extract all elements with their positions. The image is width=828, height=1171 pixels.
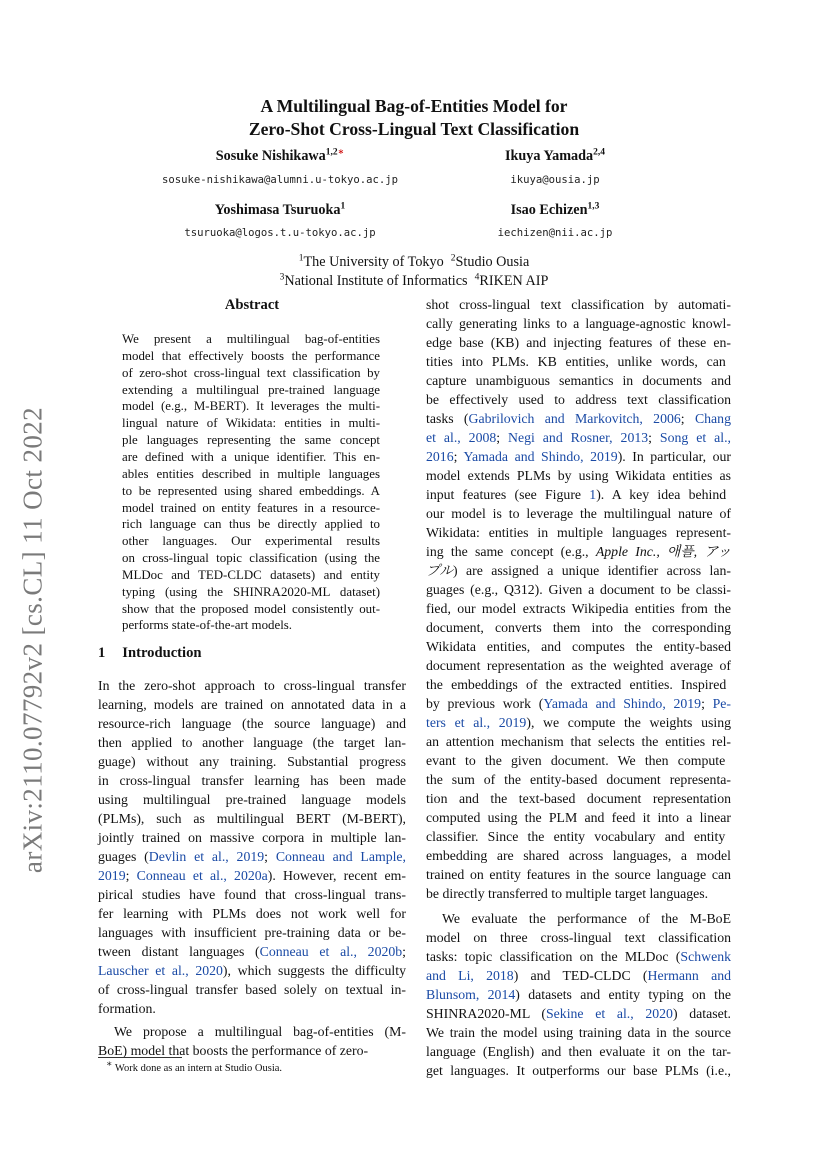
body-line: embedding are shared across languages, a model <box>426 848 731 863</box>
citation-link[interactable]: Song et al., <box>659 430 731 445</box>
abstract-line: extending a multilingual pre-trained language <box>122 382 380 397</box>
body-line: languages with insufficient pre-training data or be- <box>98 925 406 940</box>
author-name: Sosuke Nishikawa$^{1,2∗}$ <box>215 147 345 164</box>
body-line: using multilingual pre-trained language models <box>98 792 406 807</box>
abstract-line: ables entities described in multiple languages <box>122 466 380 481</box>
body-line: et al., 2008; Negi and Rosner, 2013; Song et al., <box>426 430 731 445</box>
body-line: evant to the given document. We then compute <box>426 753 726 768</box>
abstract-line: other languages. Our experimental results <box>122 534 380 549</box>
author-email: sosuke-nishikawa@alumni.u-tokyo.ac.jp <box>162 174 398 186</box>
citation-link[interactable]: Blunsom, 2014 <box>426 987 516 1002</box>
body-line: of cross-lingual transfer based solely on textual in- <box>98 982 406 997</box>
citation-link[interactable]: and Li, 2018 <box>426 968 514 983</box>
body-line: tween distant languages (Conneau et al., 2020b; <box>98 944 407 959</box>
body-line: Wikidata entities, and computes the entity-based <box>426 639 731 654</box>
arxiv-stamp: arXiv:2110.07792v2 [cs.CL] 11 Oct 2022 <box>17 406 48 874</box>
body-line: learning, models are trained on annotated data in a <box>98 697 406 712</box>
body-line: edge base (KB) and injecting features of these en- <box>426 335 731 350</box>
body-line: formation. <box>98 1001 156 1016</box>
body-line: in cross-lingual transfer learning has been made <box>98 773 406 788</box>
citation-link[interactable]: Yamada and Shindo, 2019 <box>543 696 702 711</box>
body-line: cally generating links to a language-agnostic knowl- <box>426 316 731 331</box>
paper-title-line1: A Multilingual Bag-of-Entities Model for <box>260 96 568 116</box>
section-heading: 1 Introduction <box>98 645 202 661</box>
footnote-rule <box>98 1057 182 1058</box>
body-line: tasks: topic classification on the MLDoc (Schwenk <box>426 949 731 964</box>
citation-link[interactable]: Conneau and Lample, <box>275 849 406 864</box>
body-line: get languages. It outperforms our base PLMs (i.e., <box>426 1063 731 1078</box>
body-line: In the zero-shot approach to cross-lingual transfer <box>98 678 406 693</box>
body-line: classifier. Since the entity vocabulary and entity <box>426 829 726 844</box>
citation-link[interactable]: Hermann and <box>647 968 731 983</box>
body-line: tities into PLMs. KB entities, unlike words, can <box>426 354 726 369</box>
body-line: tasks (Gabrilovich and Markovitch, 2006; Chang <box>426 411 731 426</box>
abstract-line: performs state-of-the-art models. <box>122 618 293 633</box>
abstract-line: on cross-lingual topic classification (using the <box>122 551 380 566</box>
body-line: jointly trained on massive corpora in multiple lan- <box>98 830 406 845</box>
abstract-line: rich language can thus be directly applied to <box>122 517 380 532</box>
author-name: Ikuya Yamada$^{2,4}$ <box>504 147 606 164</box>
body-line: guages (Devlin et al., 2019; Conneau and Lample, <box>98 849 406 864</box>
citation-link[interactable]: Chang <box>694 411 731 426</box>
body-line: プル) are assigned a unique identifier across lan- <box>426 563 731 578</box>
affiliation-line: $^3$National Institute of Informatics $^4$RIKEN AIP <box>279 272 549 289</box>
footnote: ∗ Work done as an intern at Studio Ousia. <box>106 1059 283 1074</box>
body-line: the sum of the entity-based document representa- <box>426 772 731 787</box>
abstract-heading: Abstract <box>224 297 280 313</box>
author-email: ikuya@ousia.jp <box>510 174 600 186</box>
citation-link[interactable]: Pe- <box>712 696 731 711</box>
paper-title-line2: Zero-Shot Cross-Lingual Text Classification <box>248 119 580 139</box>
citation-link[interactable]: Sekine et al., 2020 <box>546 1006 673 1021</box>
abstract-line: are defined with a unique identifier. This en- <box>122 449 380 464</box>
abstract-line: typing (using the SHINRA2020-ML dataset) <box>122 584 380 599</box>
citation-link[interactable]: 2016 <box>426 449 454 464</box>
body-line: the embeddings of the extracted entities. Inspired <box>426 677 727 692</box>
citation-link[interactable]: Gabrilovich and Markovitch, 2006 <box>468 411 681 426</box>
body-line: We propose a multilingual bag-of-entities (M- <box>114 1024 406 1039</box>
body-line: We evaluate the performance of the M-BoE <box>442 911 731 926</box>
body-line: guages (e.g., Q312). Given a document to be classi- <box>426 582 731 597</box>
body-line: pirical studies have found that cross-lingual trans- <box>98 887 406 902</box>
abstract-line: model that effectively boosts the performance <box>122 348 380 363</box>
author-email: iechizen@nii.ac.jp <box>497 227 613 239</box>
body-line: ters et al., 2019), we compute the weights using <box>426 715 731 730</box>
author-name: Yoshimasa Tsuruoka$^1$ <box>214 201 346 218</box>
body-line: shot cross-lingual text classification by automati- <box>426 297 731 312</box>
body-line: trained on entity features in the source language can <box>426 867 731 882</box>
abstract-line: model (e.g., M-BERT). It leverages the multi- <box>122 399 380 414</box>
body-line: tion and the text-based document representation <box>426 791 731 806</box>
abstract-line: to be represented using shared embeddings. A <box>122 483 380 498</box>
abstract-line: model trained on entity features in a resource- <box>122 500 380 515</box>
body-line: BoE) model that boosts the performance of zero- <box>98 1043 369 1058</box>
body-line: We train the model using training data in the source <box>426 1025 731 1040</box>
body-line: capture unambiguous semantics in documents and <box>426 373 731 388</box>
citation-link[interactable]: Yamada and Shindo, 2019 <box>463 449 618 464</box>
citation-link[interactable]: Conneau et al., 2020b <box>259 944 403 959</box>
body-line: computed using the PLM and feed it into a linear <box>426 810 731 825</box>
author-email: tsuruoka@logos.t.u-tokyo.ac.jp <box>184 227 376 239</box>
body-line: and Li, 2018) and TED-CLDC (Hermann and <box>426 968 731 983</box>
body-line: then applied to another language (the target lan- <box>98 735 406 750</box>
body-line: Lauscher et al., 2020), which suggests the difficulty <box>98 963 406 978</box>
body-line: SHINRA2020-ML (Sekine et al., 2020) dataset. <box>426 1006 731 1021</box>
abstract-line: We present a multilingual bag-of-entities <box>122 332 380 346</box>
body-line: Wikidata: entities in multiple languages represent- <box>426 525 731 540</box>
abstract-line: MLDoc and TED-CLDC datasets) and entity <box>122 567 380 582</box>
body-line: be effectively used to address text classification <box>426 392 731 407</box>
citation-link[interactable]: 1 <box>589 487 597 502</box>
citation-link[interactable]: ters et al., 2019 <box>426 715 527 730</box>
citation-link[interactable]: Negi and Rosner, 2013 <box>508 430 649 445</box>
body-line: 2016; Yamada and Shindo, 2019). In particular, our <box>426 449 731 464</box>
body-line: Blunsom, 2014) datasets and entity typing on the <box>426 987 731 1002</box>
body-line: model on three cross-lingual text classification <box>426 930 731 945</box>
body-line: be directly transferred to multiple target languages. <box>426 886 709 901</box>
body-line: resource-rich language (the source language) and <box>98 716 406 731</box>
body-line: (PLMs), such as multilingual BERT (M-BERT), <box>98 811 406 826</box>
body-line: language (English) and then evaluate it on the tar- <box>426 1044 731 1059</box>
body-line: input features (see Figure 1). A key idea behind <box>426 487 727 502</box>
body-line: 2019; Conneau et al., 2020a). However, recent em- <box>98 868 406 883</box>
abstract-line: show that the proposed model consistently out- <box>122 601 380 616</box>
body-line: model extends PLMs by using Wikidata entities as <box>426 468 731 483</box>
body-line: document representation as the weighted average of <box>426 658 731 673</box>
body-line: our model is to leverage the multilingual nature of <box>426 506 731 521</box>
citation-link[interactable]: Lauscher et al., 2020 <box>98 963 223 978</box>
affiliation-line: $^1$The University of Tokyo $^2$Studio Ousia <box>298 253 530 270</box>
abstract-line: lingual nature of Wikidata: entities in multi- <box>122 416 380 431</box>
citation-link[interactable]: 2019 <box>98 868 126 883</box>
body-line: by previous work (Yamada and Shindo, 2019; Pe- <box>426 696 731 711</box>
citation-link[interactable]: Conneau et al., 2020a <box>136 868 268 883</box>
abstract-line: of zero-shot cross-lingual text classification by <box>122 365 380 380</box>
author-name: Isao Echizen$^{1,3}$ <box>510 201 600 218</box>
body-line: ing the same concept (e.g., Apple Inc., 애플, アッ <box>426 544 731 559</box>
citation-link[interactable]: Devlin et al., 2019 <box>148 849 265 864</box>
body-line: fied, our model extracts Wikipedia entities from the <box>426 601 731 616</box>
body-line: fer learning with PLMs does not work well for <box>98 906 406 921</box>
body-line: an attention mechanism that selects the entities rel- <box>426 734 731 749</box>
abstract-line: ple languages representing the same concept <box>122 433 380 448</box>
citation-link[interactable]: Schwenk <box>680 949 731 964</box>
citation-link[interactable]: et al., 2008 <box>426 430 497 445</box>
body-line: guage) without any training. Substantial progress <box>98 754 406 769</box>
body-line: document, converts them into the corresponding <box>426 620 731 635</box>
